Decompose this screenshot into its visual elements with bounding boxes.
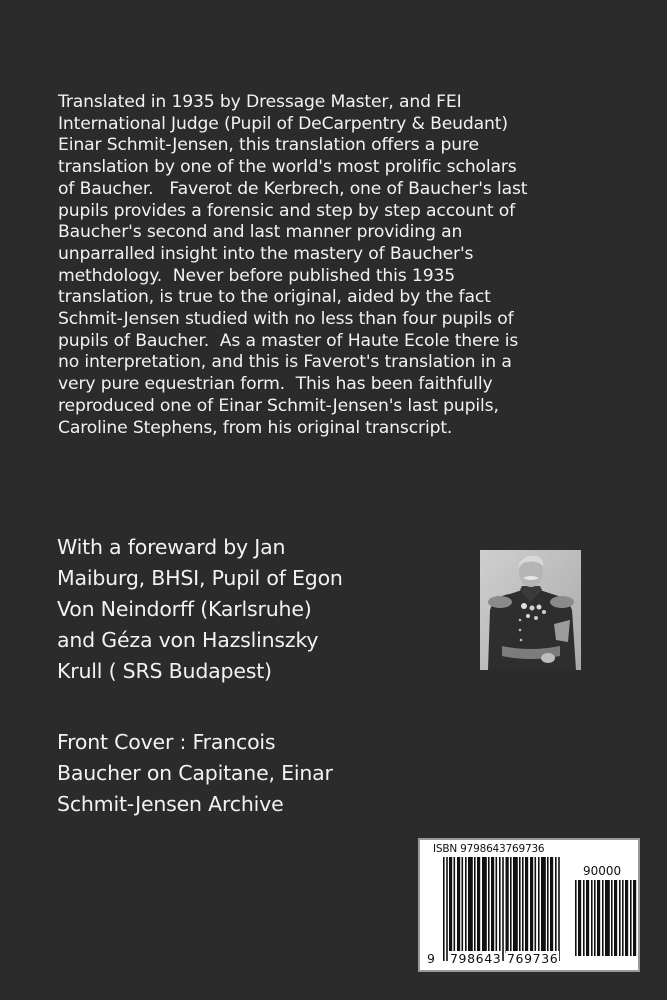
isbn-barcode	[418, 838, 640, 972]
cover-credit-line: Baucher on Capitane, Einar	[57, 761, 333, 785]
blurb-line: pupils of Baucher. As a master of Haute Ecole there is	[58, 330, 519, 351]
barcode-left-digits: 798643	[450, 951, 502, 966]
price-addon-number: 90000	[583, 864, 622, 878]
foreword-line: Krull ( SRS Budapest)	[57, 659, 272, 683]
foreword-line: Von Neindorff (Karlsruhe)	[57, 597, 312, 621]
blurb-line: translation, is true to the original, aided by the fact	[58, 287, 491, 308]
blurb-line: methdology. Never before published this 1935	[58, 265, 456, 286]
foreword-line: and Géza von Hazslinszky	[57, 628, 319, 652]
blurb-line: of Baucher. Faverot de Kerbrech, one of Baucher's last	[58, 178, 528, 199]
blurb-line: International Judge (Pupil of DeCarpentry & Beudant)	[58, 113, 508, 134]
foreword-line: Maiburg, BHSI, Pupil of Egon	[57, 566, 343, 590]
barcode-right-digits: 769736	[507, 951, 559, 966]
blurb-line: Schmit-Jensen studied with no less than four pupils of	[58, 309, 514, 330]
isbn-label: ISBN 9798643769736	[433, 843, 545, 855]
foreword-line: With a foreward by Jan	[57, 535, 286, 559]
blurb-paragraph	[58, 92, 618, 439]
blurb-line: pupils provides a forensic and step by step account of	[58, 200, 516, 221]
blurb-line: very pure equestrian form. This has been faithfully	[58, 374, 493, 395]
blurb-line: translation by one of the world's most prolific scholars	[58, 157, 517, 178]
foreword-credit	[57, 532, 457, 687]
barcode-lead-digit: 9	[427, 951, 435, 966]
blurb-line: Einar Schmit-Jensen, this translation offers a pure	[58, 135, 479, 156]
blurb-line: Baucher's second and last manner providing an	[58, 222, 463, 243]
cover-credit-line: Front Cover : Francois	[57, 730, 276, 754]
blurb-line: Translated in 1935 by Dressage Master, and FEI	[58, 92, 462, 112]
officer-portrait	[480, 550, 581, 670]
ean13-bars	[443, 857, 565, 961]
blurb-line: no interpretation, and this is Faverot's translation in a	[58, 352, 512, 373]
blurb-line: unparralled insight into the mastery of Baucher's	[58, 243, 474, 264]
front-cover-credit	[57, 727, 457, 820]
addon-bars	[575, 880, 637, 956]
blurb-line: reproduced one of Einar Schmit-Jensen's last pupils,	[58, 395, 499, 416]
cover-credit-line: Schmit-Jensen Archive	[57, 792, 284, 816]
blurb-line: Caroline Stephens, from his original transcript.	[58, 417, 453, 438]
